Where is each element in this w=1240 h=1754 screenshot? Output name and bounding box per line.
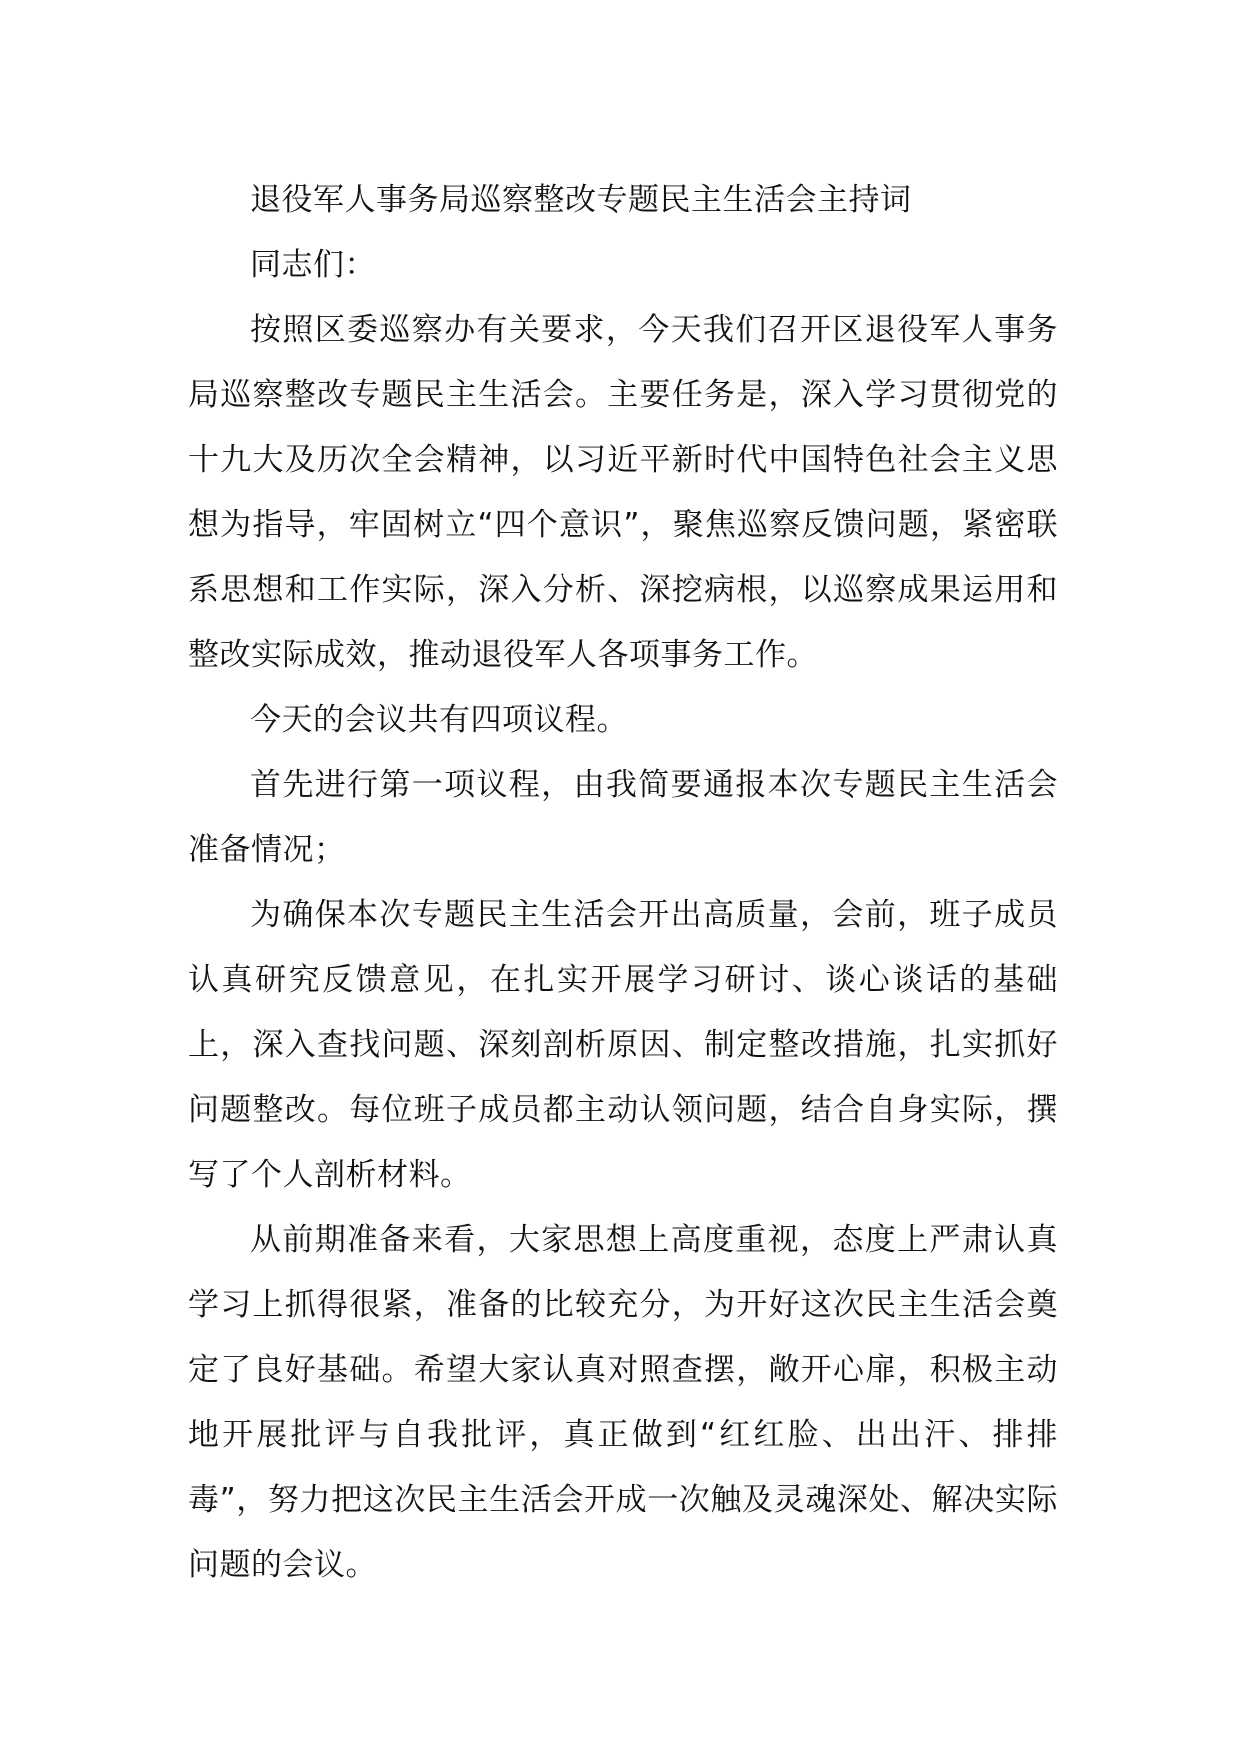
- document-title: 退役军人事务局巡察整改专题民主生活会主持词: [250, 182, 912, 218]
- paragraph-preparation: 为确保本次专题民主生活会开出高质量，会前，班子成员认真研究反馈意见，在扎实开展学习研讨、谈心谈话的基础上，深入查找问题、深刻剖析原因、制定整改措施，扎实抓好问题整改。每位班子成员都主动认领问题，结合自身实际，撰写了个人剖析材料。: [188, 897, 1058, 1193]
- salutation: 同志们：: [250, 247, 376, 283]
- paragraph-intro: 按照区委巡察办有关要求，今天我们召开区退役军人事务局巡察整改专题民主生活会。主要任务是，深入学习贯彻党的十九大及历次全会精神，以习近平新时代中国特色社会主义思想为指导，牢固树立“四个意识”，聚焦巡察反馈问题，紧密联系思想和工作实际，深入分析、深挖病根，以巡察成果运用和整改实际成效，推动退役军人各项事务工作。: [188, 312, 1058, 673]
- paragraph-first-item: 首先进行第一项议程，由我简要通报本次专题民主生活会准备情况；: [188, 767, 1058, 868]
- document-body: [188, 168, 1058, 1598]
- paragraph-expectation: 从前期准备来看，大家思想上高度重视，态度上严肃认真学习上抓得很紧，准备的比较充分，为开好这次民主生活会奠定了良好基础。希望大家认真对照查摆，敞开心扉，积极主动地开展批评与自我批评，真正做到“红红脸、出出汗、排排毒”，努力把这次民主生活会开成一次触及灵魂深处、解决实际问题的会议。: [188, 1222, 1058, 1583]
- paragraph-agenda: 今天的会议共有四项议程。: [250, 702, 628, 738]
